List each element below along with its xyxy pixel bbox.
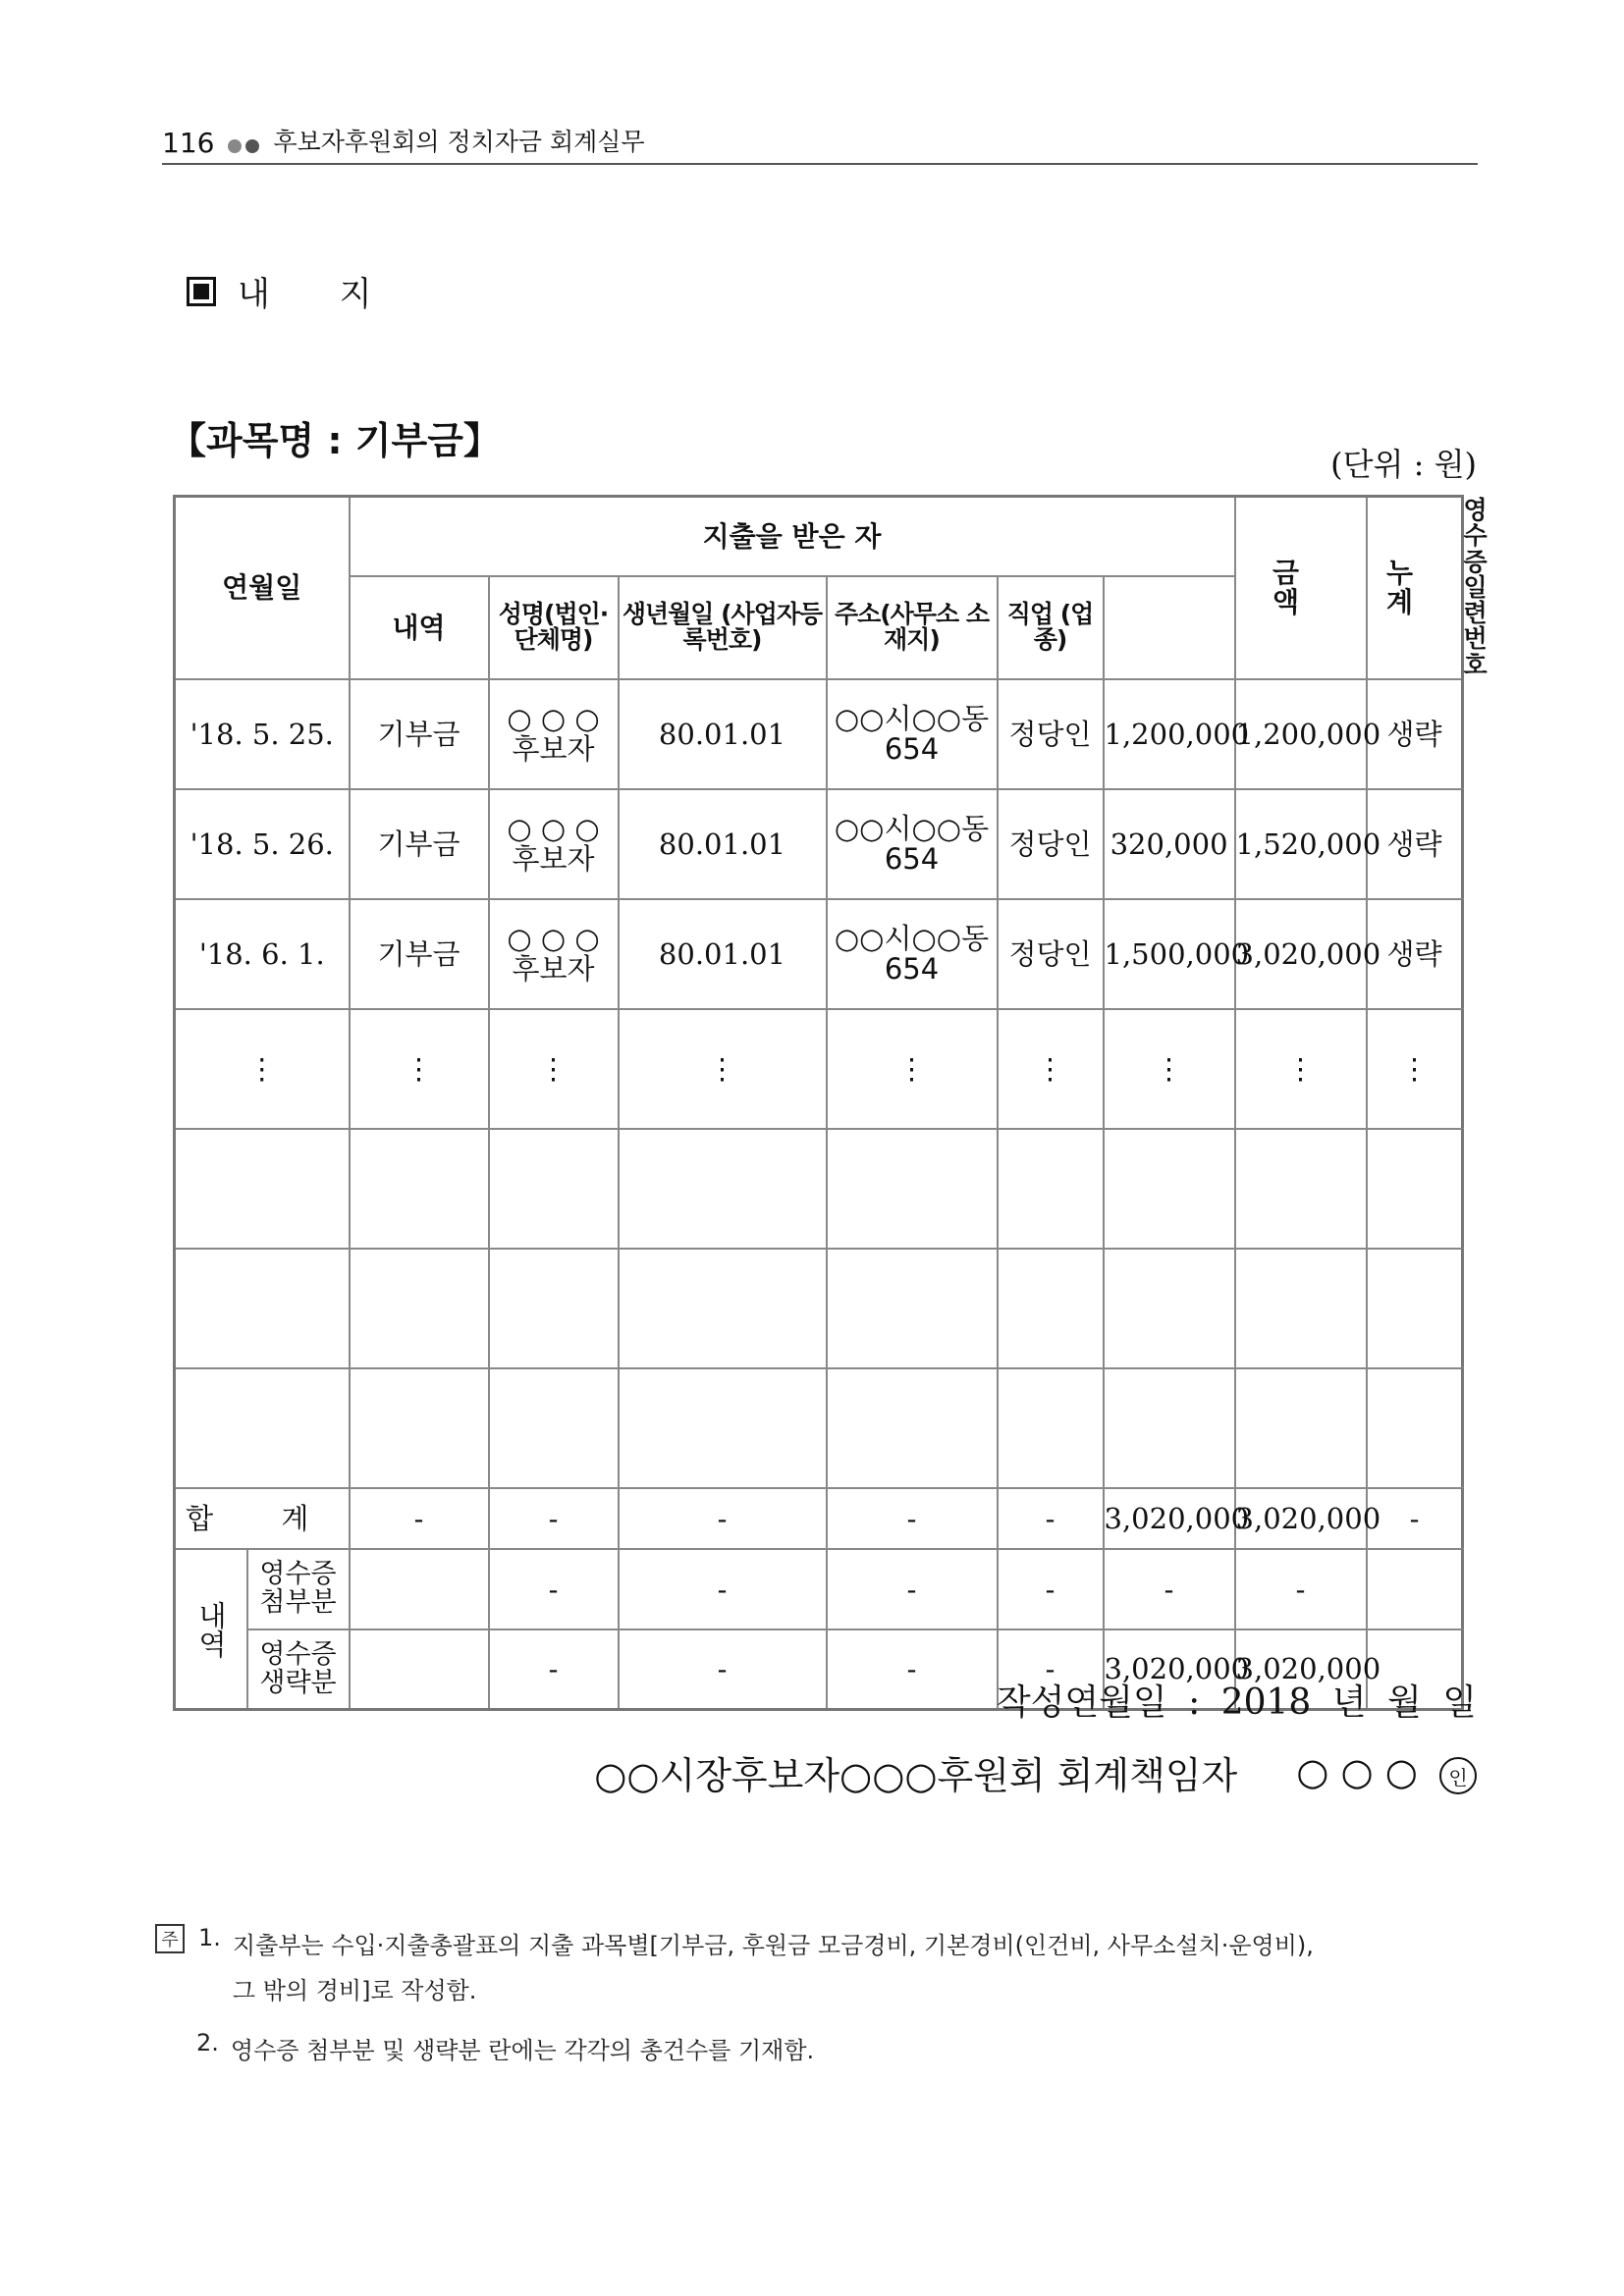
total-name: - <box>489 1488 619 1549</box>
cell-name: ○ ○ ○ 후보자 <box>489 899 619 1009</box>
total-row <box>175 1488 1463 1549</box>
breakdown-receipt <box>1367 1549 1463 1629</box>
total-label: 합 계 <box>175 1488 350 1549</box>
breakdown-birth: - <box>619 1629 827 1710</box>
cell-detail: 기부금 <box>350 789 489 899</box>
cell-date: '18. 5. 25. <box>175 679 350 789</box>
cell-birth: 80.01.01 <box>619 789 827 899</box>
table-row <box>175 899 1463 1009</box>
cell-detail: 기부금 <box>350 899 489 1009</box>
breakdown-name: - <box>489 1629 619 1710</box>
cell-cumulative: 1,520,000 <box>1235 789 1367 899</box>
cell-detail: 기부금 <box>350 679 489 789</box>
cell-name: ○ ○ ○ 후보자 <box>489 789 619 899</box>
date-line: 작성연월일 : 2018 년 월 일 <box>996 1682 1477 1723</box>
header-detail: 내역 <box>350 576 489 679</box>
ellipsis-cell: ⋮ <box>1235 1009 1367 1129</box>
cell-receipt: 생략 <box>1367 679 1463 789</box>
table-row <box>175 789 1463 899</box>
header-recipient-group: 지출을 받은 자 <box>350 497 1235 576</box>
breakdown-row-attached <box>175 1549 1463 1629</box>
total-cumulative: 3,020,000 <box>1235 1488 1367 1549</box>
signature-name: ○ ○ ○ <box>1296 1749 1418 1793</box>
cell-address: ○○시○○동 654 <box>827 899 998 1009</box>
header-address: 주소(사무소 소재지) <box>827 576 998 679</box>
breakdown-cumulative: - <box>1235 1549 1367 1629</box>
total-address: - <box>827 1488 998 1549</box>
ellipsis-cell: ⋮ <box>489 1009 619 1129</box>
seal-stamp-icon: 인 <box>1439 1757 1477 1794</box>
empty-row <box>175 1368 1463 1488</box>
header-birth: 생년월일 (사업자등록번호) <box>619 576 827 679</box>
breakdown-birth: - <box>619 1549 827 1629</box>
ellipsis-cell: ⋮ <box>1104 1009 1235 1129</box>
header-name: 성명(법인·단체명) <box>489 576 619 679</box>
cell-date: '18. 5. 26. <box>175 789 350 899</box>
cell-receipt: 생략 <box>1367 789 1463 899</box>
breakdown-occupation: - <box>998 1629 1104 1710</box>
ellipsis-cell: ⋮ <box>350 1009 489 1129</box>
total-receipt: - <box>1367 1488 1463 1549</box>
cell-occupation: 정당인 <box>998 679 1104 789</box>
total-detail: - <box>350 1488 489 1549</box>
signature-line <box>594 1745 1477 1799</box>
running-title: 후보자후원회의 정치자금 회계실무 <box>273 128 645 156</box>
cell-occupation: 정당인 <box>998 899 1104 1009</box>
total-birth: - <box>619 1488 827 1549</box>
page-number: 116 <box>162 127 215 159</box>
breakdown-address: - <box>827 1549 998 1629</box>
ellipsis-cell: ⋮ <box>998 1009 1104 1129</box>
section-heading <box>187 267 402 315</box>
header-date: 연월일 <box>175 497 350 679</box>
total-amount: 3,020,000 <box>1104 1488 1235 1549</box>
note-mark-icon: 주 <box>155 1924 185 1953</box>
empty-row <box>175 1129 1463 1249</box>
filled-square-icon <box>187 277 216 306</box>
breakdown-occupation: - <box>998 1549 1104 1629</box>
breakdown-amount: - <box>1104 1549 1235 1629</box>
page-header <box>162 126 1478 165</box>
empty-row <box>175 1249 1463 1368</box>
footnote-number: 1. <box>198 1924 221 1951</box>
footnote-number: 2. <box>196 2029 219 2057</box>
expense-ledger-table: 연월일 지출을 받은 자 금 액 누 계 영수증 일 련 번 호 내역 성명(법인·단체명) 생년월일 (사업자등록번호) 주소(사무소 소재지) 직업 (업종) '18. 5. 25. 기부금 ○ ○ ○ 후보자 80.01.01 ○○시○○동 654 정당인 1,200,000 1,200,000 생략 '18. 5. 26. 기부금 ○ ○ ○ 후보자 80.01.01 ○○시○○동 654 정당인 320,000 1,520,000 생략 '18. 6. 1. 기부금 ○ ○ ○ 후보자 80.01.01 ○○시○○동 654 정당인 1,500,000 3,020,000 생략 ⋮ ⋮ ⋮ ⋮ ⋮ ⋮ ⋮ ⋮ ⋮ 합 계 - - - - - 3,020,000 3,020,000 - 내역 영수증 첨부분 - - - - - - 영수증 생략분 - - - - 3,020,000 3,020,000 <box>173 495 1464 1711</box>
total-occupation: - <box>998 1488 1104 1549</box>
ellipsis-cell: ⋮ <box>1367 1009 1463 1129</box>
breakdown-detail <box>350 1549 489 1629</box>
cell-cumulative: 3,020,000 <box>1235 899 1367 1009</box>
cell-receipt: 생략 <box>1367 899 1463 1009</box>
breakdown-amount: 3,020,000 <box>1104 1629 1235 1710</box>
cell-amount: 1,500,000 <box>1104 899 1235 1009</box>
cell-name: ○ ○ ○ 후보자 <box>489 679 619 789</box>
breakdown-type: 영수증 첨부분 <box>247 1549 350 1629</box>
header-cumulative: 누 계 <box>1367 497 1463 679</box>
header-amount: 금 액 <box>1235 497 1367 679</box>
cell-occupation: 정당인 <box>998 789 1104 899</box>
footnotes <box>155 1924 1481 2090</box>
unit-label: (단위 : 원) <box>1330 446 1477 483</box>
breakdown-type: 영수증 생략분 <box>247 1629 350 1710</box>
cell-birth: 80.01.01 <box>619 679 827 789</box>
table-row <box>175 679 1463 789</box>
breakdown-label: 내역 <box>175 1549 247 1710</box>
ellipsis-cell: ⋮ <box>619 1009 827 1129</box>
footnote-item <box>155 1924 1481 2013</box>
header-occupation: 직업 (업종) <box>998 576 1104 679</box>
signature-org: ○○시장후보자○○○후원회 회계책임자 <box>594 1754 1238 1797</box>
ellipsis-row <box>175 1009 1463 1129</box>
breakdown-name: - <box>489 1549 619 1629</box>
cell-cumulative: 1,200,000 <box>1235 679 1367 789</box>
ellipsis-cell: ⋮ <box>827 1009 998 1129</box>
subject-title: 【과목명 : 기부금】 <box>169 419 501 462</box>
section-label: 내 지 <box>238 275 402 314</box>
footnote-item <box>155 2029 1481 2074</box>
breakdown-cumulative: 3,020,000 <box>1235 1629 1367 1710</box>
signature-name-group <box>1296 1750 1477 1795</box>
ellipsis-cell: ⋮ <box>175 1009 350 1129</box>
cell-date: '18. 6. 1. <box>175 899 350 1009</box>
cell-address: ○○시○○동 654 <box>827 679 998 789</box>
cell-amount: 320,000 <box>1104 789 1235 899</box>
header-dots-icon <box>228 139 259 163</box>
cell-amount: 1,200,000 <box>1104 679 1235 789</box>
cell-address: ○○시○○동 654 <box>827 789 998 899</box>
footnote-text: 지출부는 수입·지출총괄표의 지출 과목별[기부금, 후원금 모금경비, 기본경비(인건비, 사무소설치·운영비), 그 밖의 경비]로 작성함. <box>232 1932 1314 2004</box>
breakdown-detail <box>350 1629 489 1710</box>
footnote-text: 영수증 첨부분 및 생략분 란에는 각각의 총건수를 기재함. <box>230 2037 815 2065</box>
breakdown-address: - <box>827 1629 998 1710</box>
cell-birth: 80.01.01 <box>619 899 827 1009</box>
